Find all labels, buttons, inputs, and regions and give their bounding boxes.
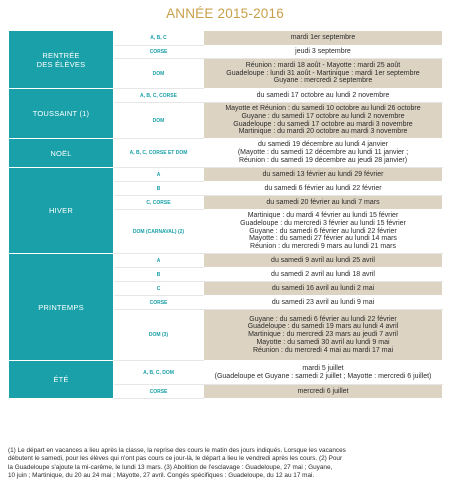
date-line: Guadeloupe : lundi 31 août - Martinique : mardi 1er septembre xyxy=(226,69,420,77)
date-line: jeudi 3 septembre xyxy=(295,48,351,56)
zone-cell: A, B, C, DOM xyxy=(114,361,204,385)
period-toussaint: TOUSSAINT (1) xyxy=(9,89,114,139)
date-line: du samedi 23 avril au lundi 9 mai xyxy=(271,298,375,306)
date-cell xyxy=(204,46,443,59)
date-cell xyxy=(204,31,443,46)
zone-cell: A xyxy=(114,168,204,182)
date-cell xyxy=(204,103,443,139)
zone-cell: CORSE xyxy=(114,46,204,59)
date-cell xyxy=(204,196,443,210)
date-line: Guyane : du samedi 6 février au lundi 22 février xyxy=(249,315,397,323)
zone-cell: A, B, C xyxy=(114,31,204,46)
zone-cell: CORSE xyxy=(114,385,204,399)
period-label: RENTRÉE xyxy=(42,50,80,60)
date-line: du samedi 20 février au lundi 7 mars xyxy=(266,198,380,206)
period-rentree xyxy=(9,31,114,89)
date-line: Guadeloupe : du mercredi 3 février au lundi 15 février xyxy=(240,219,406,227)
date-line: Réunion : du mercredi 9 mars au lundi 21 mars xyxy=(250,243,396,251)
date-line: Guyane : du samedi 17 octobre au lundi 2 novembre xyxy=(241,112,405,120)
date-line: Réunion : mardi 18 août - Mayotte : mardi 25 août xyxy=(245,61,401,69)
zone-cell: DOM xyxy=(114,59,204,89)
date-line: Réunion : du mercredi 4 mai au mardi 17 mai xyxy=(252,346,394,354)
date-cell xyxy=(204,254,443,268)
date-text: mardi 1er septembre xyxy=(290,34,356,42)
date-line: du samedi 2 avril au lundi 18 avril xyxy=(271,270,375,278)
date-line: du samedi 19 décembre au lundi 4 janvier xyxy=(258,141,388,149)
zone-cell: DOM (3) xyxy=(114,310,204,361)
date-line: du samedi 17 octobre au lundi 2 novembre xyxy=(256,91,390,99)
footnote xyxy=(8,447,442,481)
footnote-line: (1) Le départ en vacances a lieu après la classe, la reprise des cours le matin des jours indiqués. Lorsque les vacances xyxy=(8,447,346,454)
date-cell xyxy=(204,310,443,361)
date-line: Martinique : du mardi 20 octobre au mardi 3 novembre xyxy=(238,128,408,136)
date-line: du samedi 13 février au lundi 29 février xyxy=(262,170,384,178)
school-holidays-table xyxy=(8,30,443,399)
date-cell xyxy=(204,89,443,103)
date-cell xyxy=(204,385,443,399)
date-cell xyxy=(204,182,443,196)
date-line: Martinique : du mercredi 23 mars au jeudi 7 avril xyxy=(248,331,398,339)
zone-cell: B xyxy=(114,182,204,196)
zone-cell: CORSE xyxy=(114,296,204,310)
date-line: mercredi 6 juillet xyxy=(297,387,349,395)
footnote-line: 10 juin ; Martinique, du 20 au 24 mai ; Mayotte, 27 avril. Congés spécifiques : Guadeloupe, du 12 au 17 mai. xyxy=(8,472,315,480)
date-line: (Mayotte : du samedi 12 décembre au lundi 11 janvier ; xyxy=(237,149,409,157)
date-cell xyxy=(204,296,443,310)
date-line: Guyane : du samedi 6 février au lundi 22 février xyxy=(249,227,397,235)
footnote-line: la Guadeloupe s'ajoute la mi-carême, le lundi 13 mars. (3) Abolition de l'esclavage : Guadeloupe, 27 mai ; Guyane, xyxy=(8,463,333,471)
period-label: DES ÉLÈVES xyxy=(36,59,86,69)
date-cell xyxy=(204,361,443,385)
date-line: Mayotte et Réunion : du samedi 10 octobre au lundi 26 octobre xyxy=(225,104,421,112)
date-cell xyxy=(204,139,443,168)
date-cell xyxy=(204,282,443,296)
zone-cell: C xyxy=(114,282,204,296)
zone-cell: A xyxy=(114,254,204,268)
zone-cell: DOM xyxy=(114,103,204,139)
zone-cell: A, B, C, CORSE ET DOM xyxy=(114,139,204,168)
date-line: mardi 5 juillet xyxy=(302,364,344,372)
date-line: Mayotte : du samedi 30 avril au lundi 9 mai xyxy=(256,338,390,346)
date-line: du samedi 6 février au lundi 22 février xyxy=(264,184,382,192)
date-line: Guyane : mercredi 2 septembre xyxy=(273,77,373,85)
zone-cell: DOM (CARNAVAL) (2) xyxy=(114,210,204,254)
date-line: Guadeloupe : du samedi 17 octobre au mardi 3 novembre xyxy=(233,120,413,128)
zone-cell: B xyxy=(114,268,204,282)
date-line: Guadeloupe : du samedi 19 mars au lundi 4 avril xyxy=(247,323,399,331)
date-line xyxy=(207,34,439,42)
date-line: du samedi 16 avril au lundi 2 mai xyxy=(271,284,375,292)
date-line: Réunion : du samedi 19 décembre au jeudi 28 janvier) xyxy=(238,156,408,164)
page-title: ANNÉE 2015-2016 xyxy=(166,6,284,21)
date-line: Martinique : du mardi 4 février au lundi 15 février xyxy=(247,212,399,219)
zone-cell: C, CORSE xyxy=(114,196,204,210)
period-noel: NOËL xyxy=(9,139,114,168)
date-cell xyxy=(204,210,443,254)
period-hiver: HIVER xyxy=(9,168,114,254)
date-cell xyxy=(204,59,443,89)
period-printemps: PRINTEMPS xyxy=(9,254,114,361)
period-ete: ÉTÉ xyxy=(9,361,114,399)
zone-cell: A, B, C, CORSE xyxy=(114,89,204,103)
date-line: du samedi 9 avril au lundi 25 avril xyxy=(271,256,375,264)
date-line: Mayotte : du samedi 27 février au lundi 14 mars xyxy=(249,235,397,243)
footnote-line: débutent le samedi, pour les élèves qui n'ont pas cours ce jour-là, le départ a lieu le vendredi après les cours. (2) Pour xyxy=(8,455,343,463)
date-line: (Guadeloupe et Guyane : samedi 2 juillet ; Mayotte : mercredi 6 juillet) xyxy=(214,372,432,380)
date-cell xyxy=(204,168,443,182)
date-cell xyxy=(204,268,443,282)
